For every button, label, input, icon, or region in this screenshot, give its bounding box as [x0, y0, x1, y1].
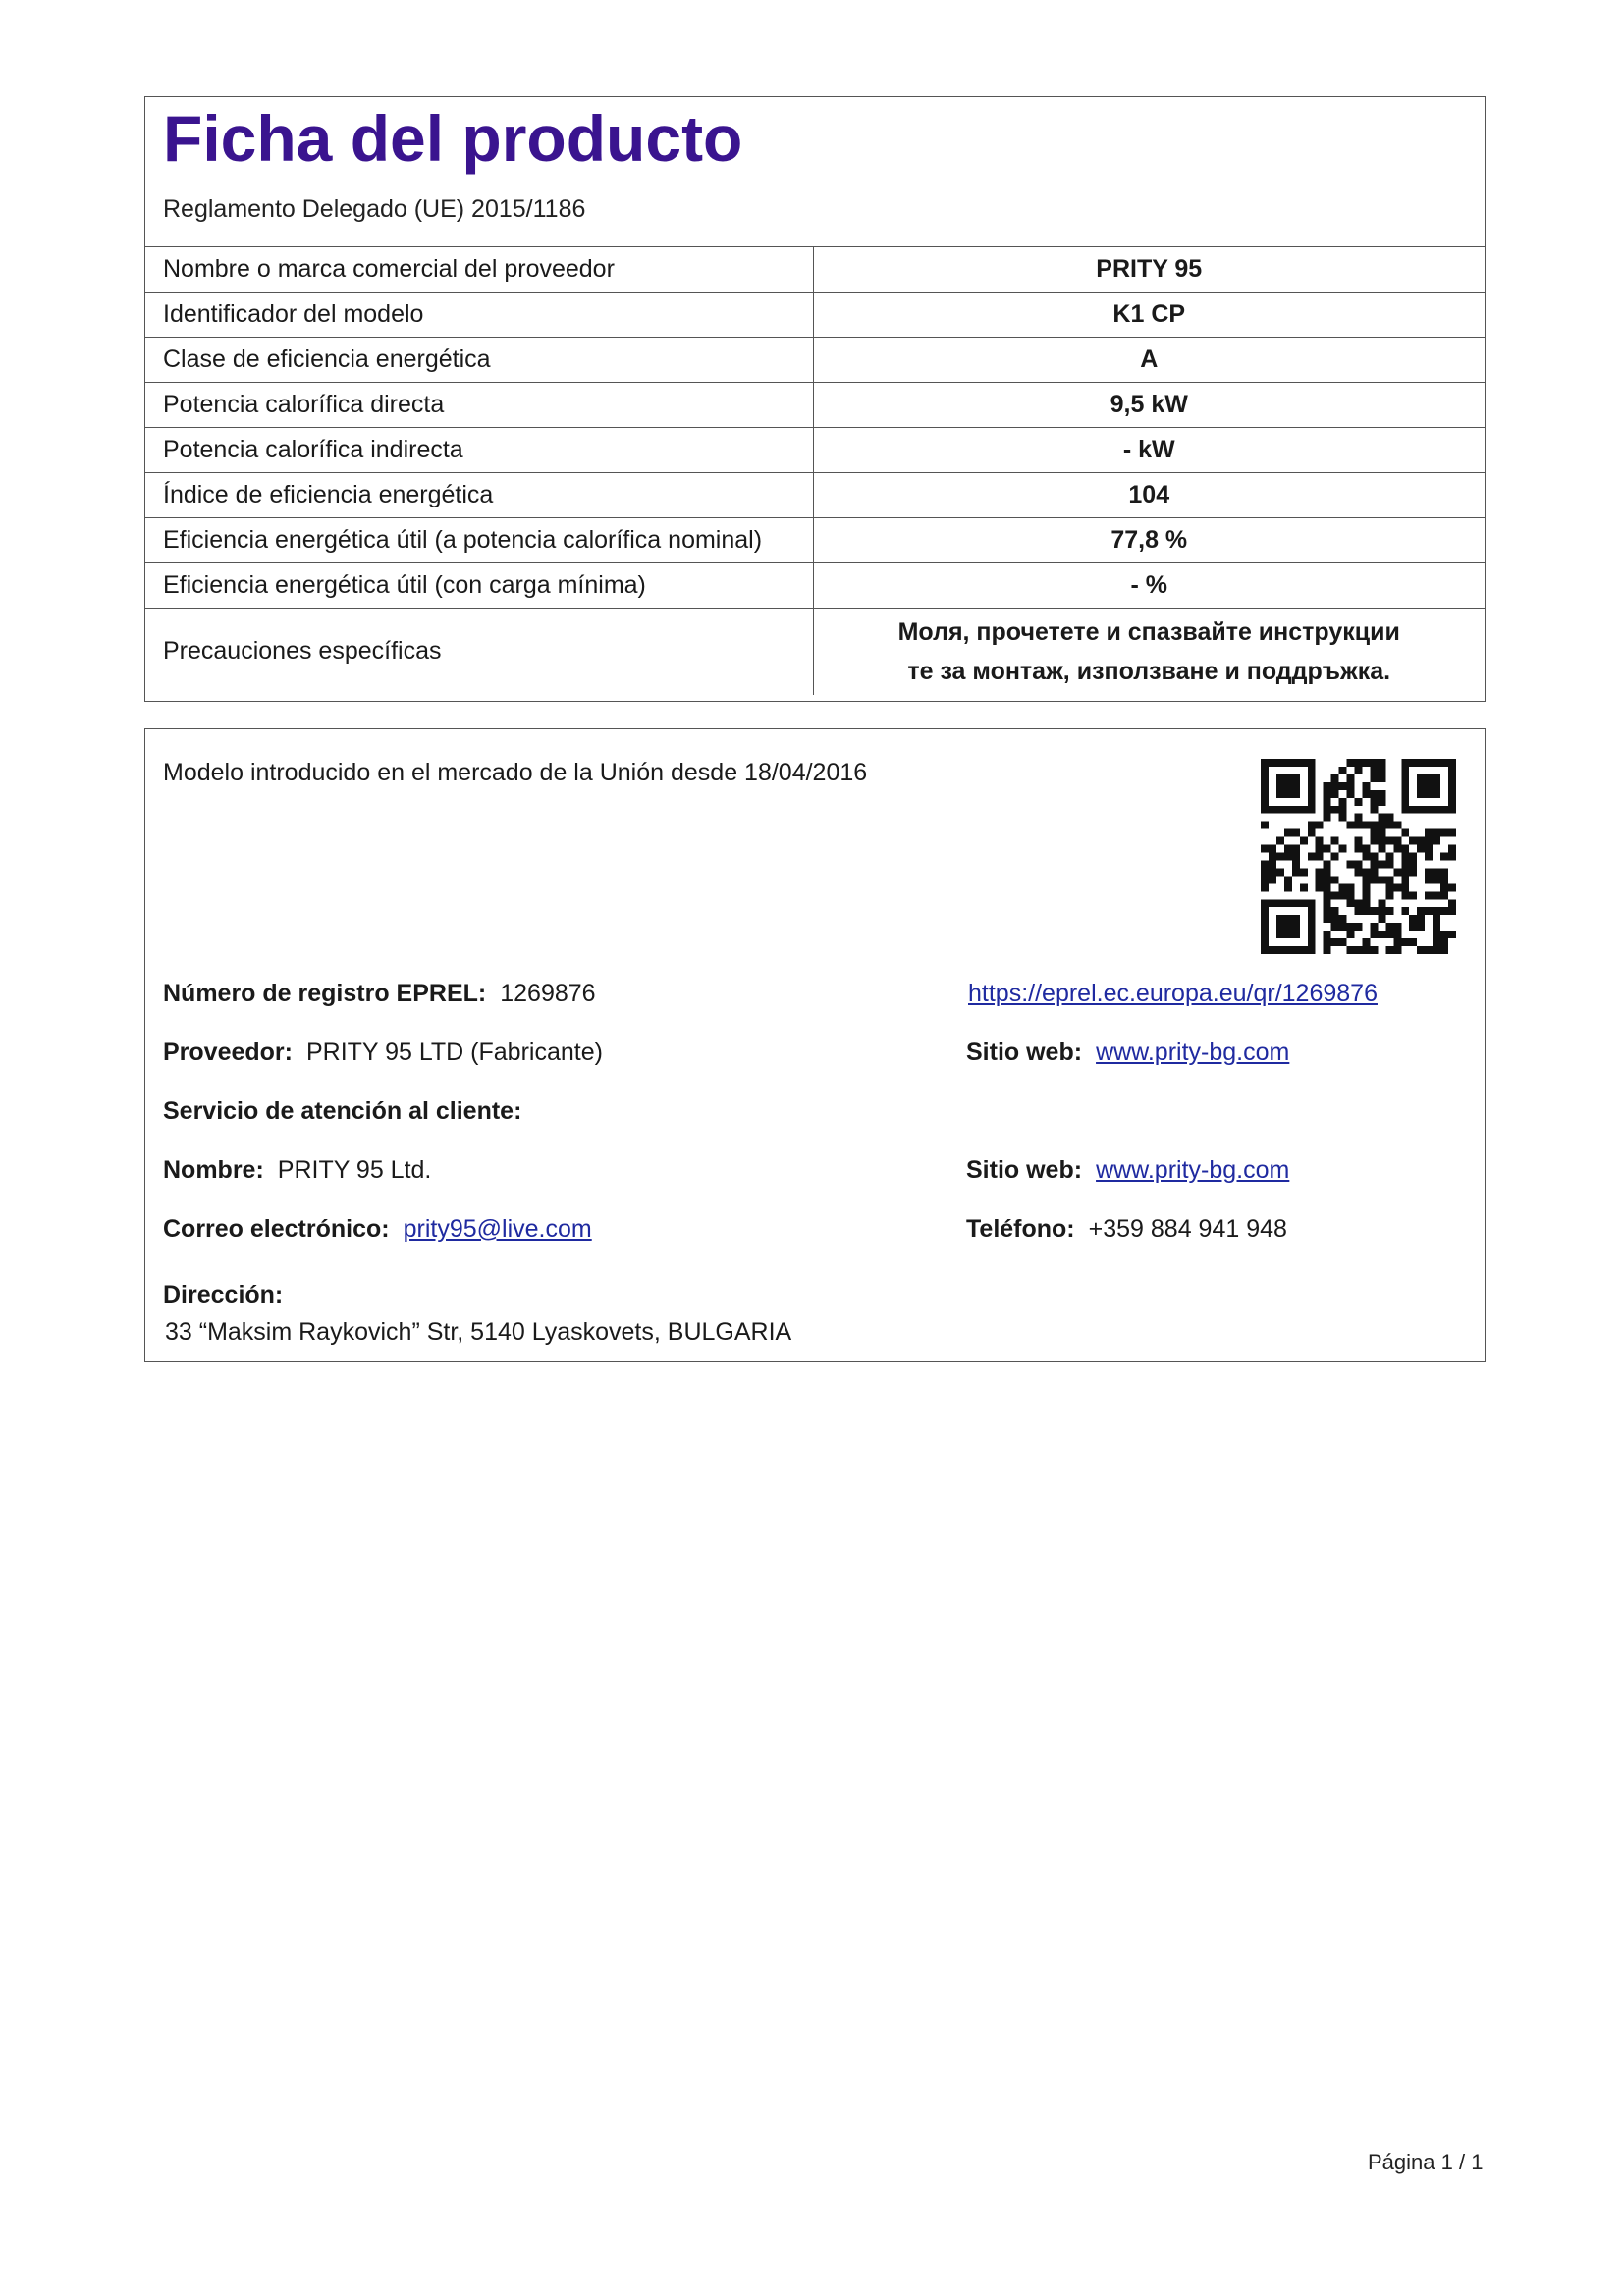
address-label-row: [163, 1281, 297, 1309]
spec-label: Nombre o marca comercial del proveedor: [145, 247, 813, 293]
precautions-line-2: те за монтаж, използване и поддръжка.: [907, 657, 1391, 685]
website-label: Sitio web:: [966, 1039, 1083, 1066]
spec-value: - %: [813, 563, 1485, 609]
spec-label: Precauciones específicas: [145, 609, 813, 695]
supplier-info-box: [144, 728, 1486, 1362]
market-intro-text: Modelo introducido en el mercado de la Unión desde 18/04/2016: [163, 759, 868, 786]
supplier-value: PRITY 95 LTD (Fabricante): [305, 1039, 603, 1066]
table-row: [145, 473, 1485, 518]
name-value: PRITY 95 Ltd.: [277, 1156, 432, 1184]
website2-link[interactable]: www.prity-bg.com: [1096, 1156, 1290, 1184]
spec-value: PRITY 95: [813, 247, 1485, 293]
name-row: [163, 1156, 431, 1185]
table-row: [145, 563, 1485, 609]
phone-value: +359 884 941 948: [1088, 1215, 1287, 1243]
table-row: [145, 383, 1485, 428]
page-number: Página 1 / 1: [1368, 2150, 1484, 2174]
eprel-number: 1269876: [500, 980, 596, 1007]
spec-label: Potencia calorífica indirecta: [145, 428, 813, 473]
spec-value: 77,8 %: [813, 518, 1485, 563]
email-label: Correo electrónico:: [163, 1215, 390, 1243]
spec-label: Eficiencia energética útil (a potencia calorífica nominal): [145, 518, 813, 563]
spec-value: A: [813, 338, 1485, 383]
website-row: [966, 1039, 1289, 1067]
email-link[interactable]: prity95@live.com: [403, 1215, 592, 1243]
spec-value: 9,5 kW: [813, 383, 1485, 428]
table-row: [145, 518, 1485, 563]
customer-service-row: [163, 1097, 535, 1126]
product-sheet-box: [144, 96, 1486, 702]
eprel-label: Número de registro EPREL:: [163, 980, 487, 1007]
customer-service-label: Servicio de atención al cliente:: [163, 1097, 522, 1125]
spec-label: Potencia calorífica directa: [145, 383, 813, 428]
spec-value: 104: [813, 473, 1485, 518]
spec-value: K1 CP: [813, 293, 1485, 338]
table-row-precautions: [145, 609, 1485, 695]
email-row: [163, 1215, 592, 1244]
table-row: [145, 293, 1485, 338]
supplier-row: [163, 1039, 603, 1067]
table-row: [145, 247, 1485, 293]
qr-code-icon: [1261, 759, 1456, 954]
spec-label: Eficiencia energética útil (con carga mínima): [145, 563, 813, 609]
eprel-link-row: [968, 980, 1378, 1008]
phone-row: [966, 1215, 1287, 1244]
spec-label: Identificador del modelo: [145, 293, 813, 338]
eprel-link[interactable]: https://eprel.ec.europa.eu/qr/1269876: [968, 980, 1378, 1007]
eprel-row: [163, 980, 596, 1008]
name-label: Nombre:: [163, 1156, 264, 1184]
website2-label: Sitio web:: [966, 1156, 1083, 1184]
spec-label: Índice de eficiencia energética: [145, 473, 813, 518]
table-row: [145, 338, 1485, 383]
table-row: [145, 428, 1485, 473]
regulation-text: Reglamento Delegado (UE) 2015/1186: [163, 195, 586, 223]
precautions-value: [813, 609, 1485, 695]
address-value: 33 “Maksim Raykovich” Str, 5140 Lyaskovets, BULGARIA: [165, 1318, 792, 1346]
spec-table: [145, 246, 1485, 695]
spec-label: Clase de eficiencia energética: [145, 338, 813, 383]
precautions-line-1: Моля, прочетете и спазвайте инструкции: [897, 617, 1400, 646]
website-link[interactable]: www.prity-bg.com: [1096, 1039, 1290, 1066]
page-title: Ficha del producto: [163, 102, 743, 175]
phone-label: Teléfono:: [966, 1215, 1075, 1243]
supplier-label: Proveedor:: [163, 1039, 293, 1066]
website2-row: [966, 1156, 1289, 1185]
spec-value: - kW: [813, 428, 1485, 473]
address-label: Dirección:: [163, 1281, 284, 1308]
